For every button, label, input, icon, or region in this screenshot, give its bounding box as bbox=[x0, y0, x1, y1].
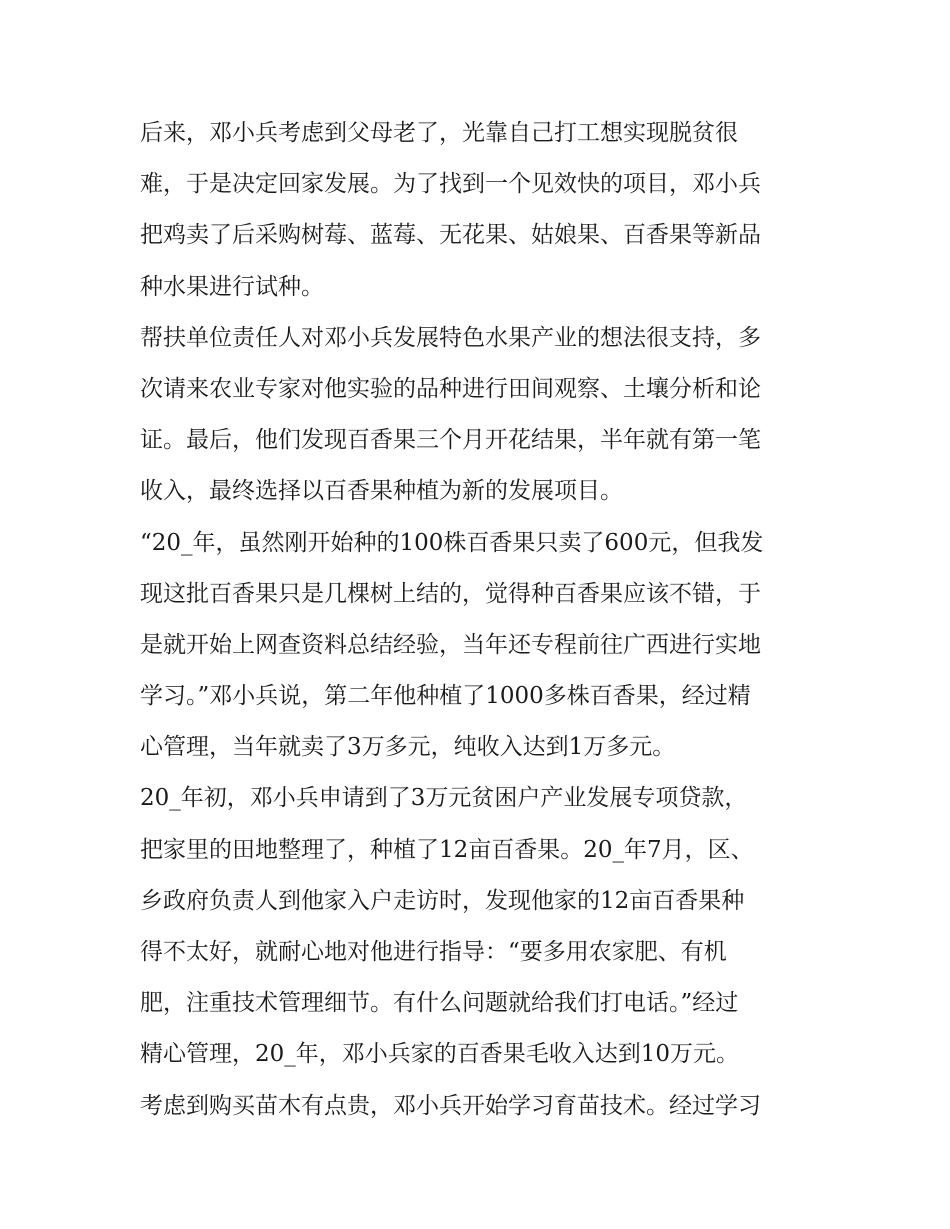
text-line: 证。最后，他们发现百香果三个月开花结果，半年就有第一笔 bbox=[140, 427, 761, 454]
text-line: 次请来农业专家对他实验的品种进行田间观察、土壤分析和论 bbox=[140, 375, 761, 402]
text-line: 帮扶单位责任人对邓小兵发展特色水果产业的想法很支持，多 bbox=[140, 324, 761, 351]
text-line: 把家里的田地整理了，种植了12亩百香果。20_年7月，区、 bbox=[140, 836, 754, 863]
text-line: 学习。”邓小兵说，第二年他种植了1000多株百香果，经过精 bbox=[140, 683, 751, 710]
text-line: 肥，注重技术管理细节。有什么问题就给我们打电话。”经过 bbox=[140, 990, 739, 1017]
text-line: 是就开始上网查资料总结经验，当年还专程前往广西进行实地 bbox=[140, 631, 761, 658]
text-line: 把鸡卖了后采购树莓、蓝莓、无花果、姑娘果、百香果等新品 bbox=[140, 222, 761, 249]
text-line: 难，于是决定回家发展。为了找到一个见效快的项目，邓小兵 bbox=[140, 171, 761, 198]
text-line: 现这批百香果只是几棵树上结的，觉得种百香果应该不错，于 bbox=[140, 580, 761, 607]
body-text bbox=[140, 108, 820, 1132]
text-line: 得不太好，就耐心地对他进行指导：“要多用农家肥、有机 bbox=[140, 939, 727, 965]
text-line: 心管理，当年就卖了3万多元，纯收入达到1万多元。 bbox=[140, 734, 676, 761]
text-line: 精心管理，20_年，邓小兵家的百香果毛收入达到10万元。 bbox=[140, 1041, 740, 1068]
text-line: 20_年初，邓小兵申请到了3万元贫困户产业发展专项贷款， bbox=[140, 785, 748, 812]
text-line: 种水果进行试种。 bbox=[140, 273, 324, 300]
text-line: 收入，最终选择以百香果种植为新的发展项目。 bbox=[140, 478, 623, 505]
text-line: “20_年，虽然刚开始种的100株百香果只卖了600元，但我发 bbox=[140, 529, 764, 556]
text-line: 后来，邓小兵考虑到父母老了，光靠自己打工想实现脱贫很 bbox=[140, 120, 738, 146]
text-line: 考虑到购买苗木有点贵，邓小兵开始学习育苗技术。经过学习 bbox=[140, 1092, 761, 1119]
text-line: 乡政府负责人到他家入户走访时，发现他家的12亩百香果种 bbox=[140, 887, 745, 914]
